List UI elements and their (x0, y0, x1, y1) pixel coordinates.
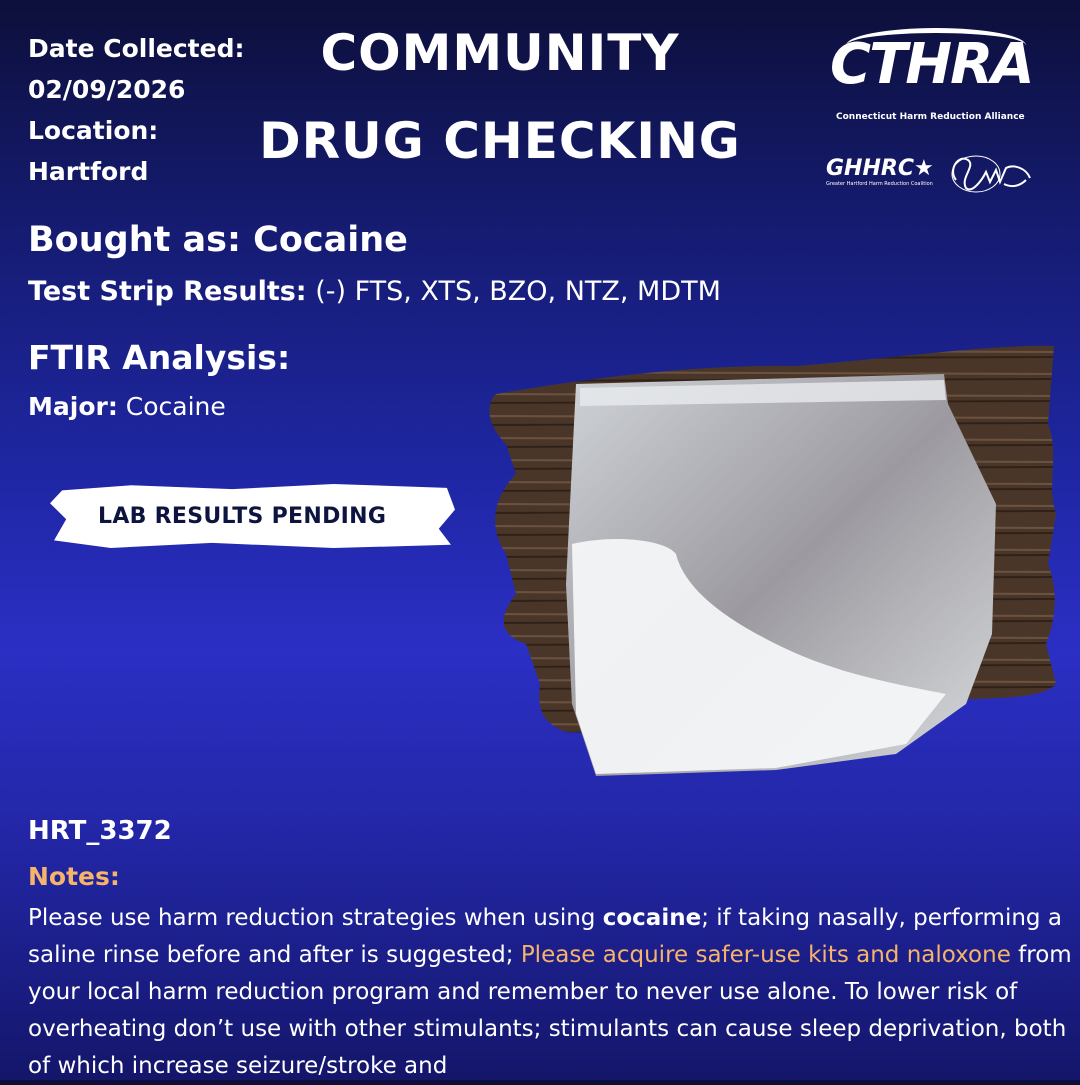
ftir-heading: FTIR Analysis: (28, 338, 291, 377)
location-label: Location: (28, 116, 159, 145)
notes-bold-drug: cocaine (602, 905, 702, 931)
cthra-logo-text: CTHRA (830, 32, 1033, 97)
cthra-logo (826, 28, 1036, 128)
lab-results-pending-banner (50, 478, 460, 556)
ghhrc-logo-subtitle: Greater Hartford Harm Reduction Coalition (826, 181, 933, 187)
star-icon: ★ (913, 156, 934, 181)
notes-part-3: from your local harm reduction program and remember to never use alone. To lower risk of overheating don’t use with other stimulants; stimulants can cause sleep deprivation, both of which increase seizure/stroke and (28, 942, 1072, 1079)
location-value: Hartford (28, 157, 149, 186)
notes-part-1: Please use harm reduction strategies when using (28, 905, 603, 931)
major-value: Cocaine (117, 392, 226, 421)
title-line-1: COMMUNITY (320, 24, 680, 82)
test-strip-results (28, 276, 721, 307)
notes-part-2: ; if taking nasally, performing a saline rinse before and after is suggested; (28, 905, 1062, 968)
date-value: 02/09/2026 (28, 75, 186, 104)
sample-photo (476, 344, 1060, 776)
date-label: Date Collected: (28, 34, 245, 63)
pending-text: LAB RESULTS PENDING (98, 504, 387, 529)
collection-info (28, 28, 244, 192)
notes-text (28, 900, 1072, 1085)
major-label: Major: (28, 392, 118, 421)
title-line-2: DRUG CHECKING (259, 112, 741, 170)
bought-as-heading: Bought as: Cocaine (28, 220, 408, 260)
notes-highlight: Please acquire safer-use kits and naloxone (520, 942, 1011, 968)
partner-script-logo-icon (946, 150, 1032, 196)
ghhrc-logo (826, 156, 934, 187)
sample-id: HRT_3372 (28, 816, 172, 846)
strip-value: (-) FTS, XTS, BZO, NTZ, MDTM (306, 276, 721, 307)
notes-label: Notes: (28, 862, 120, 891)
cthra-logo-subtitle: Connecticut Harm Reduction Alliance (836, 112, 1025, 122)
ftir-major-result (28, 392, 226, 421)
ghhrc-logo-text: GHHRC (826, 156, 914, 181)
strip-label: Test Strip Results: (28, 276, 307, 307)
